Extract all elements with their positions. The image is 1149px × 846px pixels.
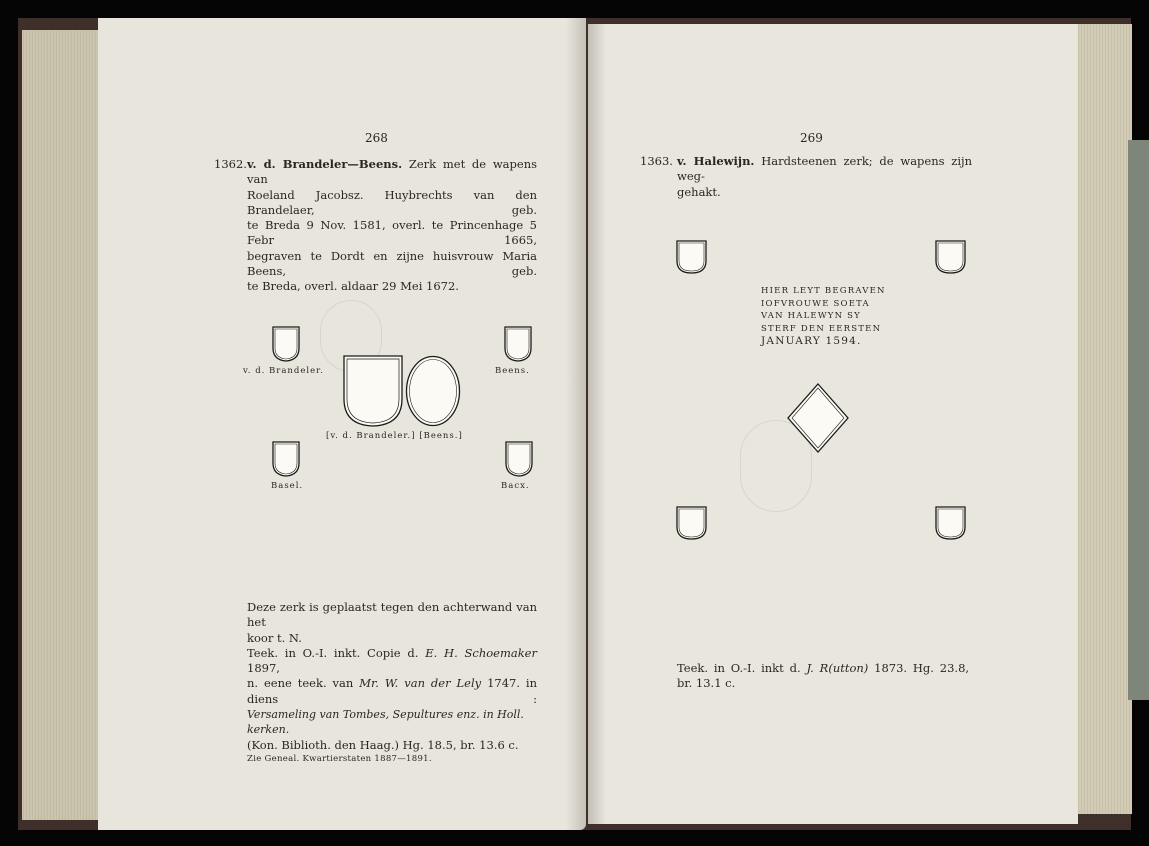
label-beens: Beens. xyxy=(495,366,530,376)
entry-number-1362: 1362. xyxy=(214,157,247,171)
note-text: 1747. in diens : xyxy=(247,676,538,706)
note-work-title: Versameling van Tombes, Sepultures enz. in Holl. kerken. xyxy=(247,708,524,737)
shield-icon xyxy=(676,506,707,540)
inscription-line: HIER LEYT BEGRAVEN xyxy=(761,286,886,296)
oval-lozenge-icon xyxy=(405,355,461,427)
label-v-d-brandeler: v. d. Brandeler. xyxy=(243,366,324,376)
inscription-line: STERF DEN EERSTEN xyxy=(761,323,882,334)
entry-line: begraven te Dordt en zijne huisvrouw Maria Beens, geb. xyxy=(247,248,537,279)
note-line: br. 13.1 c. xyxy=(677,676,736,691)
note-text: 1897, xyxy=(247,661,280,676)
page-number-left: 268 xyxy=(365,131,388,145)
note-reference: Zie Geneal. Kwartierstaten 1887—1891. xyxy=(247,753,432,764)
entry-line: Roeland Jacobsz. Huybrechts van den Brandelaer, geb. xyxy=(247,187,537,217)
entry-line: Hardsteenen zerk; de wapens zijn weg- xyxy=(677,154,972,184)
label-bacx: Bacx. xyxy=(501,481,530,491)
note-author: Mr. W. van der Lely xyxy=(359,676,482,691)
background-strip xyxy=(1128,140,1149,700)
entry-title-1363: v. Halewijn. xyxy=(677,154,755,168)
entry-1363-text xyxy=(677,154,972,200)
notes-1362 xyxy=(247,600,537,766)
note-author: E. H. Schoemaker xyxy=(425,645,537,660)
note-text: Teek. in O.-I. inkt. Copie d. xyxy=(247,645,419,660)
notes-1363 xyxy=(677,661,969,692)
shield-icon xyxy=(935,240,966,274)
shield-icon xyxy=(676,240,707,274)
inscription-line: JANUARY 1594. xyxy=(761,335,862,347)
note-text: n. eene teek. van xyxy=(247,676,354,691)
shield-icon xyxy=(935,506,966,540)
book-gutter xyxy=(566,18,606,830)
entry-title-1362: v. d. Brandeler—Beens. xyxy=(247,157,403,171)
lozenge-icon xyxy=(787,383,849,453)
inscription-line: IOFVROUWE SOETA xyxy=(761,298,870,309)
shield-icon xyxy=(504,326,532,362)
note-line: koor t. N. xyxy=(247,630,302,645)
shield-icon xyxy=(505,441,533,477)
note-text: 1873. Hg. 23.8, xyxy=(874,661,970,675)
entry-line: te Breda 9 Nov. 1581, overl. te Princenhage 5 Febr 1665, xyxy=(247,218,537,248)
entry-line: Zerk met de wapens van xyxy=(247,157,537,187)
shield-icon xyxy=(272,326,300,362)
note-line: (Kon. Biblioth. den Haag.) Hg. 18.5, br. 13.6 c. xyxy=(247,737,519,752)
entry-1362-text xyxy=(247,157,537,295)
note-author: J. R(utton) xyxy=(806,661,869,675)
shield-icon xyxy=(272,441,300,477)
shield-icon xyxy=(343,355,403,427)
page-number-right: 269 xyxy=(800,131,823,145)
entry-line: gehakt. xyxy=(677,184,721,199)
note-line: Deze zerk is geplaatst tegen den achterwand van het xyxy=(247,600,537,630)
entry-line: te Breda, overl. aldaar 29 Mei 1672. xyxy=(247,279,459,294)
label-basel: Basel. xyxy=(271,481,304,491)
inscription-line: VAN HALEWYN SY xyxy=(761,311,861,321)
label-center-arms: [v. d. Brandeler.] [Beens.] xyxy=(326,431,463,441)
entry-number-1363: 1363. xyxy=(640,154,673,168)
tomb-inscription xyxy=(761,285,886,348)
note-text: Teek. in O.-I. inkt d. xyxy=(677,661,801,675)
